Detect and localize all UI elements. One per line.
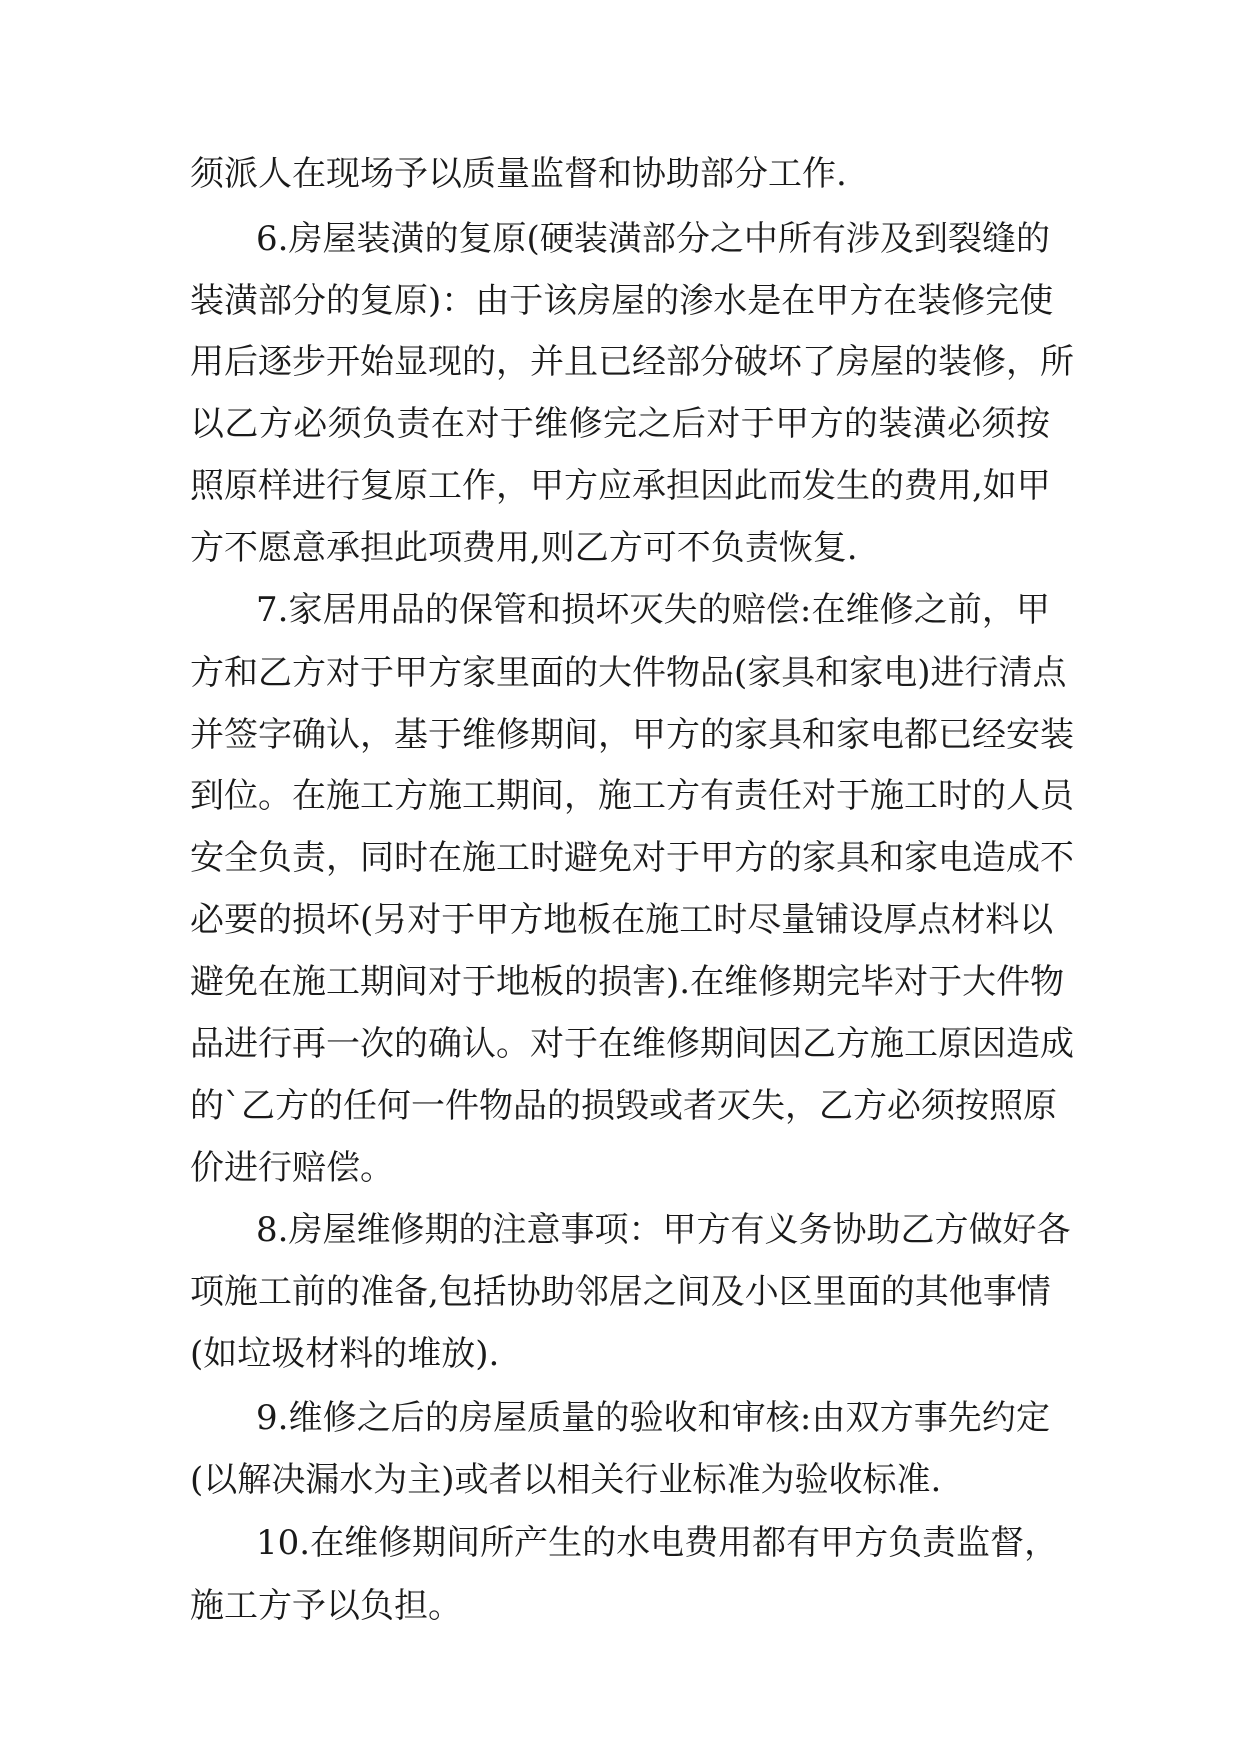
paragraph-line: 品进行再一次的确认。对于在维修期间因乙方施工原因造成 bbox=[190, 1024, 1074, 1064]
paragraph-line: 的`乙方的任何一件物品的损毁或者灭失，乙方必须按照原 bbox=[190, 1086, 1057, 1126]
paragraph-line: (以解决漏水为主)或者以相关行业标准为验收标准. bbox=[190, 1460, 942, 1500]
paragraph-line: 8.房屋维修期的注意事项：甲方有义务协助乙方做好各 bbox=[256, 1210, 1071, 1250]
paragraph-line: 6.房屋装潢的复原(硬装潢部分之中所有涉及到裂缝的 bbox=[256, 219, 1050, 259]
paragraph-line: 并签字确认，基于维修期间，甲方的家具和家电都已经安装 bbox=[190, 715, 1074, 755]
paragraph-line: 方不愿意承担此项费用,则乙方可不负责恢复. bbox=[190, 528, 858, 568]
paragraph-line: 安全负责，同时在施工时避免对于甲方的家具和家电造成不 bbox=[190, 838, 1074, 878]
paragraph-line: 价进行赔偿。 bbox=[190, 1148, 394, 1188]
paragraph-line: 项施工前的准备,包括协助邻居之间及小区里面的其他事情 bbox=[190, 1272, 1051, 1312]
paragraph-line: 9.维修之后的房屋质量的验收和审核:由双方事先约定 bbox=[256, 1398, 1050, 1438]
paragraph-line: (如垃圾材料的堆放). bbox=[190, 1334, 500, 1374]
paragraph-line: 装潢部分的复原)：由于该房屋的渗水是在甲方在装修完使 bbox=[190, 281, 1054, 321]
paragraph-line: 方和乙方对于甲方家里面的大件物品(家具和家电)进行清点 bbox=[190, 653, 1067, 693]
paragraph-line: 以乙方必须负责在对于维修完之后对于甲方的装潢必须按 bbox=[190, 404, 1050, 444]
paragraph-line: 到位。在施工方施工期间，施工方有责任对于施工时的人员 bbox=[190, 776, 1074, 816]
paragraph-line: 必要的损坏(另对于甲方地板在施工时尽量铺设厚点材料以 bbox=[190, 900, 1054, 940]
paragraph-line: 施工方予以负担。 bbox=[190, 1586, 462, 1626]
paragraph-line: 10.在维修期间所产生的水电费用都有甲方负责监督， bbox=[256, 1523, 1059, 1563]
paragraph-line: 用后逐步开始显现的，并且已经部分破坏了房屋的装修，所 bbox=[190, 342, 1074, 382]
paragraph-line: 7.家居用品的保管和损坏灭失的赔偿:在维修之前，甲 bbox=[256, 590, 1050, 630]
paragraph-line: 避免在施工期间对于地板的损害).在维修期完毕对于大件物 bbox=[190, 962, 1065, 1002]
paragraph-line: 须派人在现场予以质量监督和协助部分工作. bbox=[190, 154, 847, 194]
paragraph-line: 照原样进行复原工作，甲方应承担因此而发生的费用,如甲 bbox=[190, 466, 1051, 506]
